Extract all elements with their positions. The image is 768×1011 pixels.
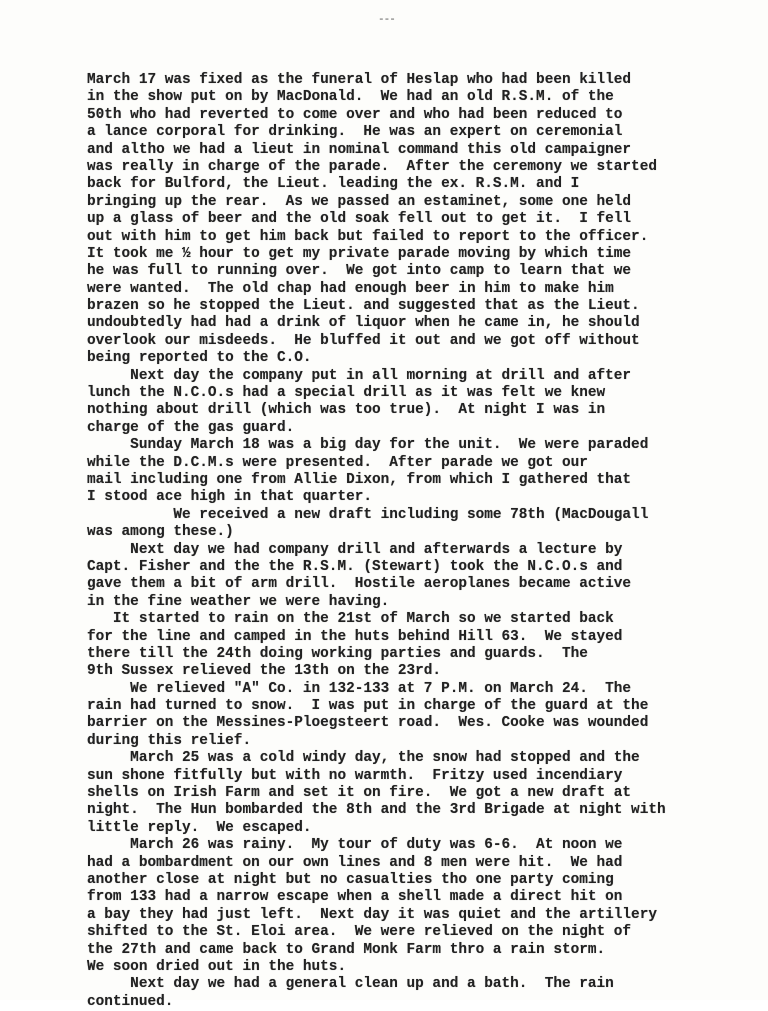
text-line: bringing up the rear. As we passed an estaminet, some one held [87,193,632,210]
text-line: had a bombardment on our own lines and 8 men were hit. We had [87,854,623,871]
text-line: night. The Hun bombarded the 8th and the 3rd Brigade at night with [87,802,666,819]
text-line: sun shone fitfully but with no warmth. Fritzy used incendiary [87,767,623,784]
text-line: another close at night but no casualties tho one party coming [87,871,614,888]
text-line: mail including one from Allie Dixon, from which I gathered that [87,471,632,488]
text-line: shells on Irish Farm and set it on fire. We got a new draft at [87,785,632,802]
text-line: he was full to running over. We got into camp to learn that we [87,263,632,280]
text-line: brazen so he stopped the Lieut. and suggested that as the Lieut. [87,298,640,315]
text-line: nothing about drill (which was too true). At night I was in [87,402,606,419]
text-line: in the fine weather we were having. [87,593,390,610]
text-line: up a glass of beer and the old soak fell out to get it. I fell [87,211,632,228]
text-line: Sunday March 18 was a big day for the unit. We were paraded [87,437,649,454]
text-line: overlook our misdeeds. He bluffed it out and we got off without [87,332,640,349]
text-line: during this relief. [87,732,252,749]
text-line: 9th Sussex relieved the 13th on the 23rd. [87,663,442,680]
text-line: 50th who had reverted to come over and who had been reduced to [87,106,623,123]
text-line: a bay they had just left. Next day it was quiet and the artillery [87,906,657,923]
text-line: being reported to the C.O. [87,350,312,367]
text-line: I stood ace high in that quarter. [87,489,372,506]
text-line: for the line and camped in the huts behind Hill 63. We stayed [87,628,623,645]
text-line: out with him to get him back but failed to report to the officer. [87,228,649,245]
text-line: the 27th and came back to Grand Monk Farm thro a rain storm. [87,941,606,958]
text-line: Next day the company put in all morning at drill and after [87,367,632,384]
text-line: a lance corporal for drinking. He was an expert on ceremonial [87,124,623,141]
text-line: while the D.C.M.s were presented. After parade we got our [87,454,588,471]
text-line: charge of the gas guard. [87,419,295,436]
text-line: We soon dried out in the huts. [87,958,347,975]
text-line: barrier on the Messines-Ploegsteert road. Wes. Cooke was wounded [87,715,649,732]
text-line: rain had turned to snow. I was put in charge of the guard at the [87,698,649,715]
text-line: It took me ½ hour to get my private parade moving by which time [87,245,632,262]
text-line: Capt. Fisher and the the R.S.M. (Stewart) took the N.C.O.s and [87,558,623,575]
text-line: March 17 was fixed as the funeral of Heslap who had been killed [87,72,632,88]
text-line: and altho we had a lieut in nominal command this old campaigner [87,141,632,158]
text-line: shifted to the St. Eloi area. We were relieved on the night of [87,924,632,941]
text-line: undoubtedly had had a drink of liquor when he came in, he should [87,315,640,332]
text-line: Next day we had a general clean up and a bath. The rain [87,976,614,993]
text-line: little reply. We escaped. [87,819,312,836]
text-line: was among these.) [87,524,234,541]
diary-text-body [87,72,727,1011]
page-top-mark: --- [378,14,395,26]
text-line: We received a new draft including some 78th (MacDougall [87,506,649,523]
text-line: continued. [87,993,174,1010]
text-line: were wanted. The old chap had enough beer in him to make him [87,280,614,297]
text-line: there till the 24th doing working parties and guards. The [87,645,588,662]
text-line: lunch the N.C.O.s had a special drill as it was felt we knew [87,385,606,402]
text-line: Next day we had company drill and afterwards a lecture by [87,541,623,558]
text-line: We relieved "A" Co. in 132-133 at 7 P.M. on March 24. The [87,680,632,697]
text-line: in the show put on by MacDonald. We had an old R.S.M. of the [87,89,614,106]
text-line: March 25 was a cold windy day, the snow had stopped and the [87,750,640,767]
text-line: was really in charge of the parade. After the ceremony we started [87,158,657,175]
text-line: back for Bulford, the Lieut. leading the ex. R.S.M. and I [87,176,580,193]
text-line: gave them a bit of arm drill. Hostile aeroplanes became active [87,576,632,593]
text-line: March 26 was rainy. My tour of duty was 6-6. At noon we [87,837,623,854]
text-line: It started to rain on the 21st of March so we started back [87,611,614,628]
text-line: from 133 had a narrow escape when a shell made a direct hit on [87,889,623,906]
